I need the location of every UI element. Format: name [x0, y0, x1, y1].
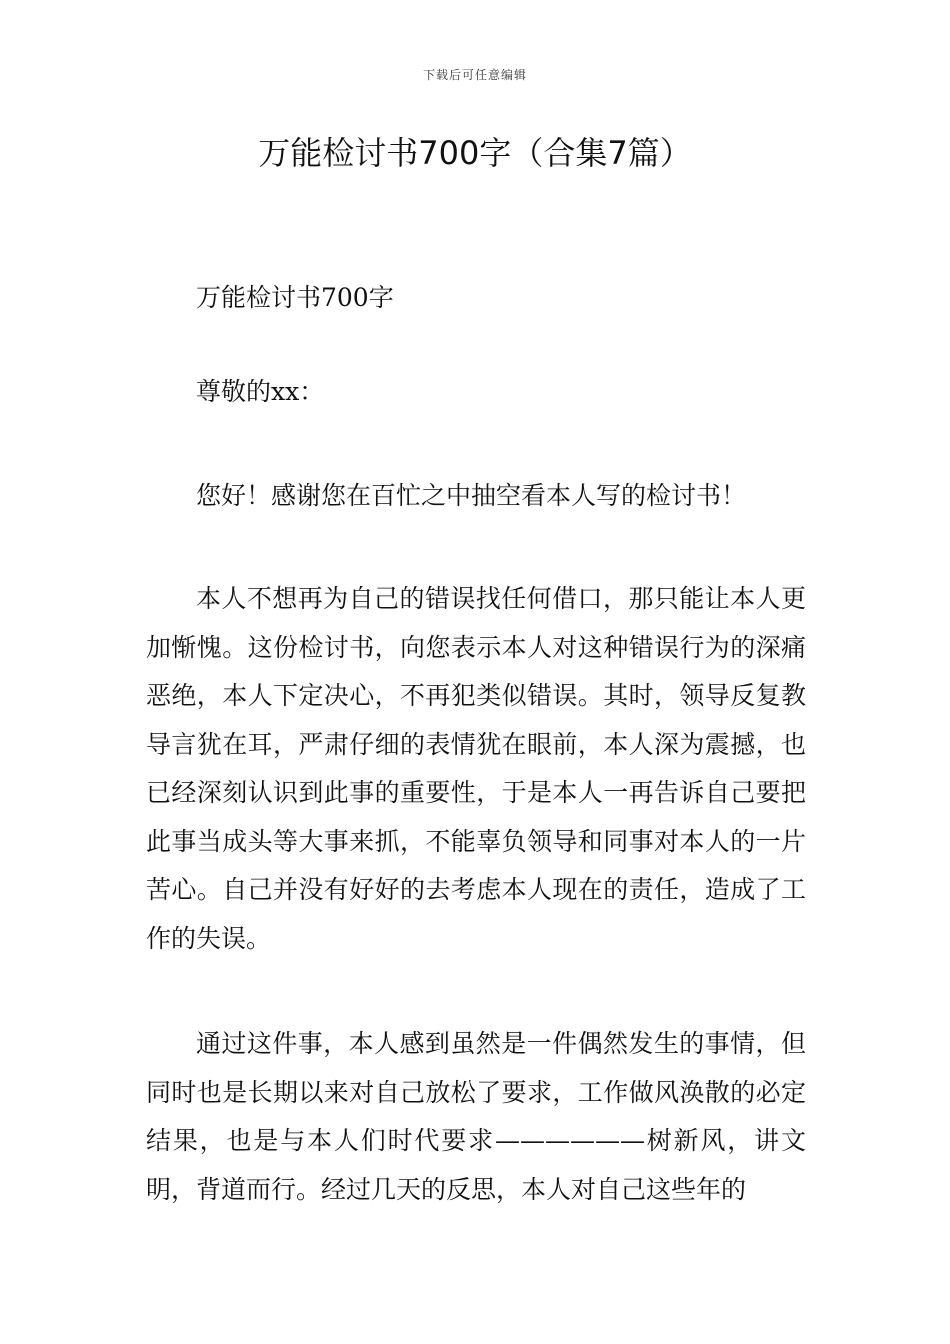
header-note: 下载后可任意编辑: [422, 68, 527, 82]
salutation: 尊敬的xx：: [196, 377, 325, 406]
document-title: 万能检讨书700字（合集7篇）: [258, 134, 692, 172]
greeting: 您好！感谢您在百忙之中抽空看本人写的检讨书！: [196, 481, 747, 510]
body-paragraph: 通过这件事，本人感到虽然是一件偶然发生的事情，但同时也是长期以来对自己放松了要求，工作做风涣散的必定结果，也是与本人们时代要求——————树新风，讲文明，背道而行。经过几天的反思，本人对自己这些年的: [146, 1029, 806, 1204]
section-subtitle: 万能检讨书700字: [196, 283, 394, 312]
body-paragraph: 本人不想再为自己的错误找任何借口，那只能让本人更加惭愧。这份检讨书，向您表示本人对这种错误行为的深痛恶绝，本人下定决心，不再犯类似错误。其时，领导反复教导言犹在耳，严肃仔细的表情犹在眼前，本人深为震撼，也已经深刻认识到此事的重要性，于是本人一再告诉自己要把此事当成头等大事来抓，不能辜负领导和同事对本人的一片苦心。自己并没有好好的去考虑本人现在的责任，造成了工作的失误。: [146, 584, 806, 953]
